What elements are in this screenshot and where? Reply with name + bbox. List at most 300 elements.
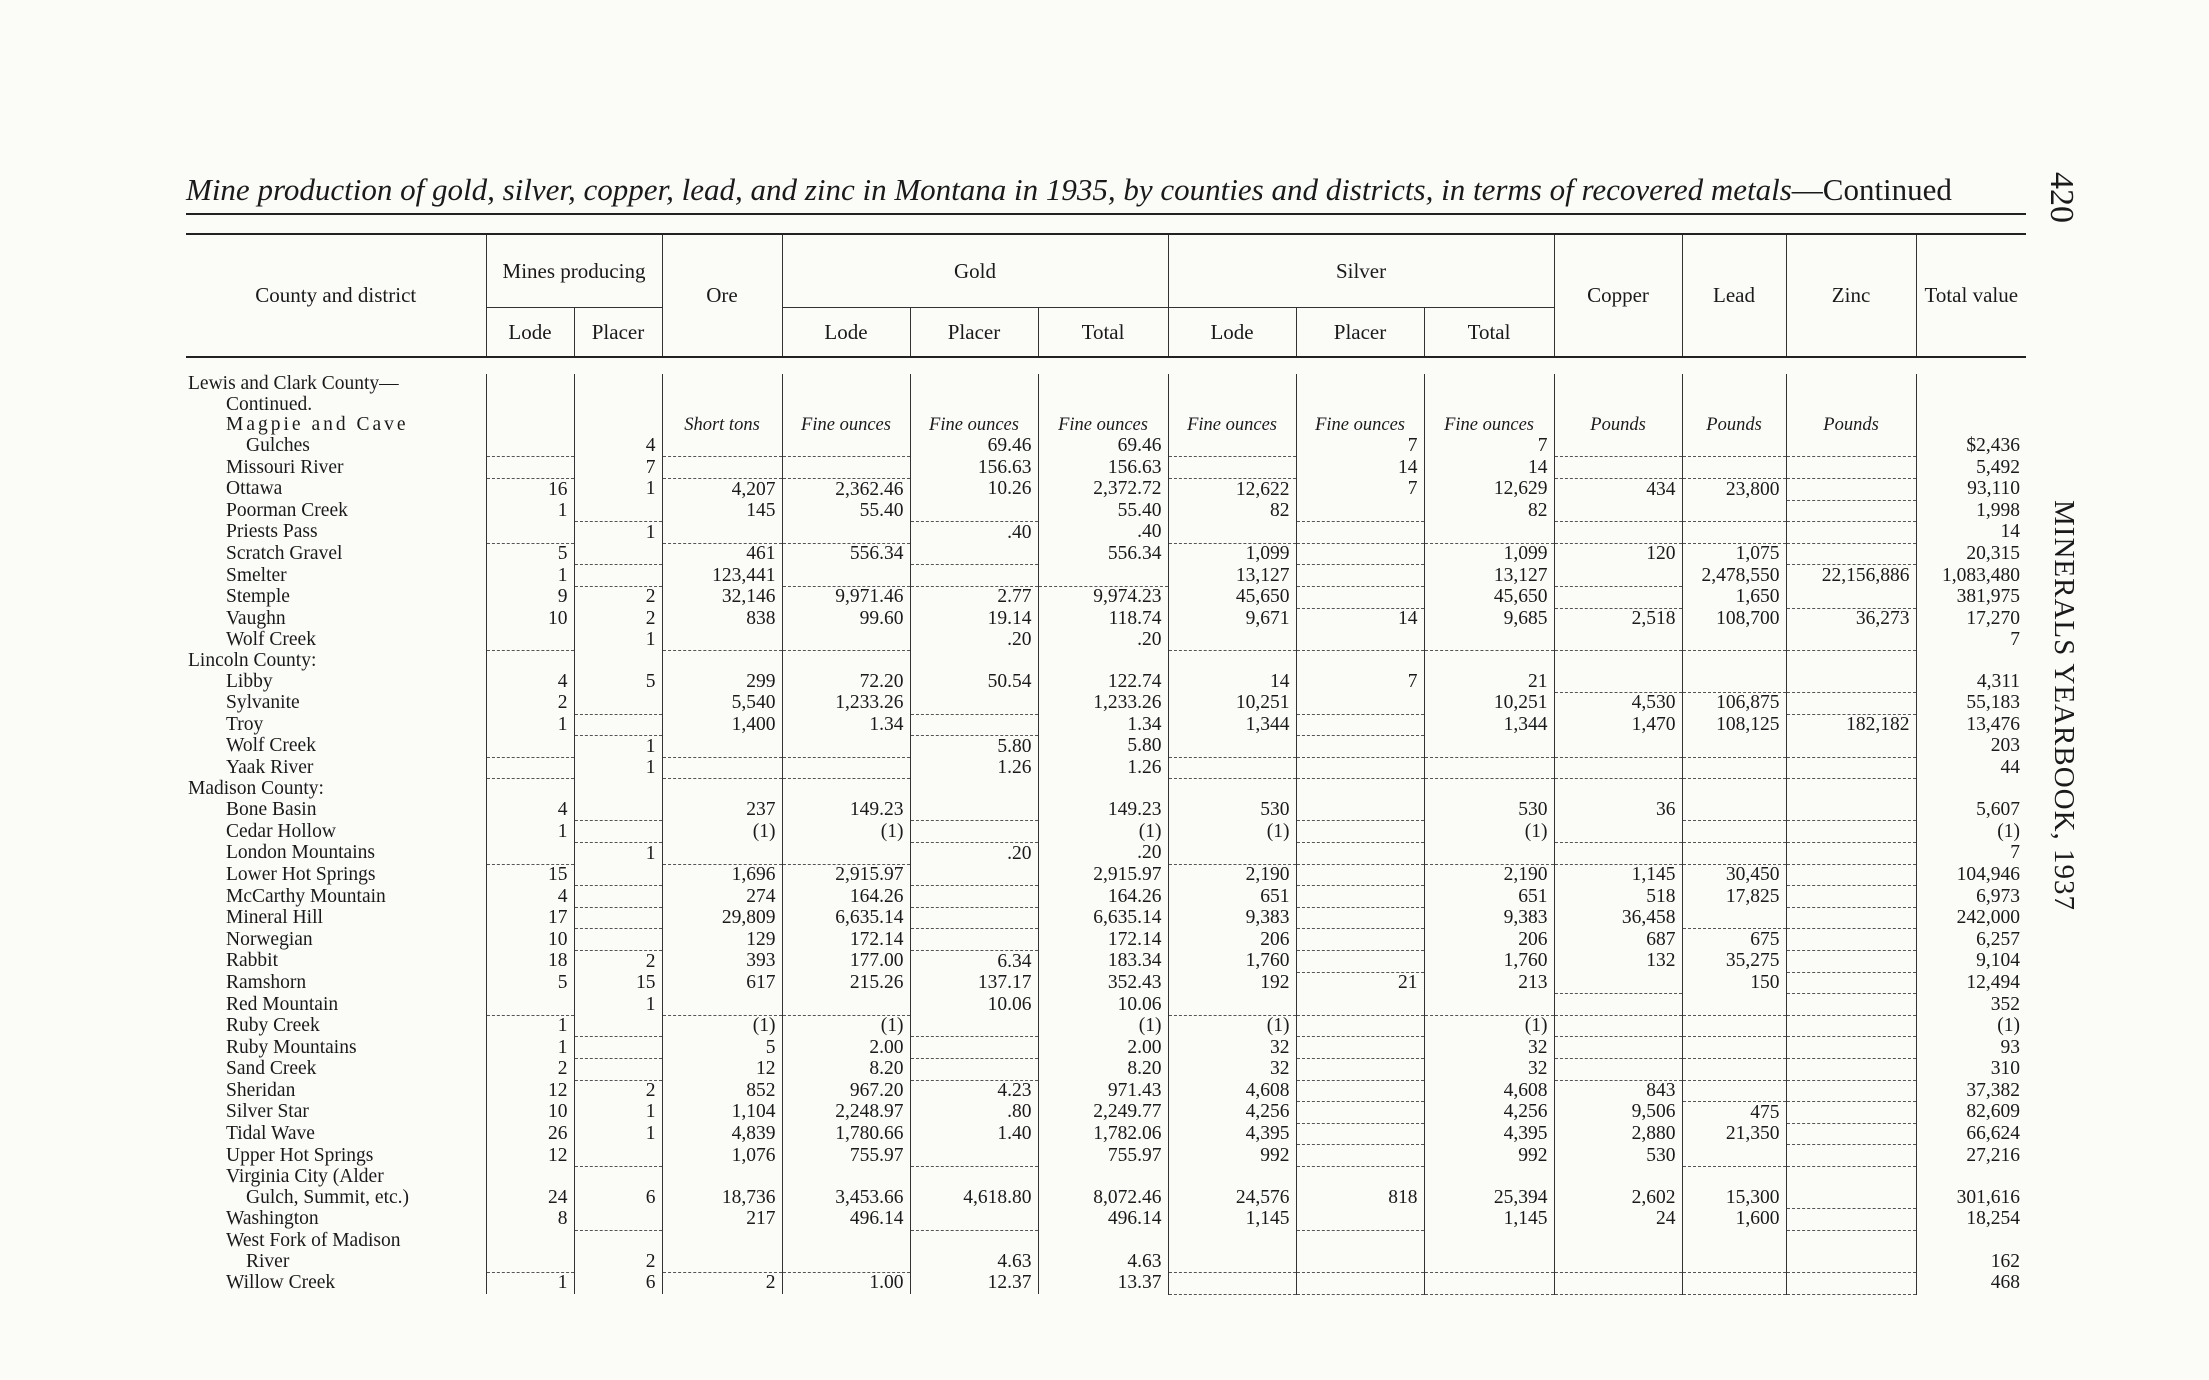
cell-gold-placer: 1.40 — [910, 1123, 1038, 1145]
cell-copper — [1554, 586, 1682, 608]
cell-copper — [1554, 671, 1682, 692]
cell-gold-lode: 2,362.46 — [782, 478, 910, 500]
cell-silver-lode: 9,383 — [1168, 907, 1296, 929]
district-row — [186, 608, 2026, 629]
cell-mines-lode: 4 — [486, 671, 574, 692]
district-name: Willow Creek — [226, 1272, 336, 1294]
cell-gold-total: 496.14 — [1038, 1209, 1168, 1231]
cell-gold-total: 69.46 — [1038, 436, 1168, 457]
cell-silver-lode — [1168, 757, 1296, 779]
header-lead: Lead — [1682, 234, 1786, 357]
cell-copper — [1554, 736, 1682, 758]
cell-gold-placer: 2.77 — [910, 586, 1038, 608]
cell-gold-lode: Fine ounces — [782, 415, 910, 436]
cell-ore: 32,146 — [662, 586, 782, 608]
cell-gold-total: 4.63 — [1038, 1251, 1168, 1272]
cell-gold-lode: 755.97 — [782, 1145, 910, 1167]
cell-gold-lode: (1) — [782, 821, 910, 843]
cell-copper — [1554, 1251, 1682, 1272]
header-silver-placer: Placer — [1296, 308, 1424, 358]
cell-zinc — [1786, 671, 1916, 692]
cell-total-value: 4,311 — [1916, 671, 2026, 692]
cell-gold-total: 172.14 — [1038, 929, 1168, 951]
cell-ore: 1,104 — [662, 1102, 782, 1124]
cell-mines-placer — [574, 1230, 662, 1251]
cell-gold-placer: 10.06 — [910, 994, 1038, 1016]
cell-silver-total: (1) — [1424, 821, 1554, 843]
district-name: Cedar Hollow — [226, 820, 336, 842]
district-name: Magpie and Cave — [226, 415, 409, 436]
cell-zinc — [1786, 543, 1916, 565]
cell-lead — [1682, 757, 1786, 779]
cell-silver-placer — [1296, 907, 1424, 929]
cell-mines-lode — [486, 522, 574, 544]
production-table — [186, 233, 2026, 1295]
cell-lead — [1682, 1015, 1786, 1037]
cell-silver-placer — [1296, 1059, 1424, 1081]
district-row — [186, 1102, 2026, 1124]
cell-silver-placer — [1296, 843, 1424, 865]
cell-ore: 461 — [662, 543, 782, 565]
cell-zinc — [1786, 1209, 1916, 1231]
cell-lead — [1682, 779, 1786, 800]
cell-gold-lode — [782, 522, 910, 544]
district-name: Gulch, Summit, etc.) — [246, 1187, 410, 1209]
cell-lead — [1682, 736, 1786, 758]
district-row — [186, 864, 2026, 886]
cell-silver-placer — [1296, 650, 1424, 671]
cell-lead — [1682, 500, 1786, 522]
cell-silver-lode — [1168, 736, 1296, 758]
cell-ore — [662, 1251, 782, 1272]
cell-total-value: 9,104 — [1916, 951, 2026, 973]
cell-copper: 9,506 — [1554, 1102, 1682, 1124]
district-row — [186, 1145, 2026, 1167]
district-row — [186, 457, 2026, 479]
cell-ore: Short tons — [662, 415, 782, 436]
cell-gold-placer: 156.63 — [910, 457, 1038, 479]
cell-gold-lode: 164.26 — [782, 886, 910, 908]
cell-silver-total: 32 — [1424, 1059, 1554, 1081]
cell-gold-lode: 1.00 — [782, 1272, 910, 1294]
cell-ore: 12 — [662, 1059, 782, 1081]
cell-silver-placer — [1296, 1251, 1424, 1272]
cell-ore: 123,441 — [662, 565, 782, 587]
cell-ore — [662, 1166, 782, 1187]
header-gold-lode: Lode — [782, 308, 910, 358]
district-name: Sylvanite — [226, 692, 300, 714]
cell-lead — [1682, 522, 1786, 544]
cell-lead — [1682, 1145, 1786, 1167]
district-name: Ruby Creek — [226, 1015, 320, 1037]
cell-gold-total — [1038, 779, 1168, 800]
cell-zinc — [1786, 929, 1916, 951]
cell-gold-total: 1.34 — [1038, 714, 1168, 736]
cell-silver-placer — [1296, 1123, 1424, 1145]
cell-silver-total — [1424, 374, 1554, 395]
cell-silver-lode — [1168, 436, 1296, 457]
cell-zinc: 36,273 — [1786, 608, 1916, 629]
cell-mines-lode: 1 — [486, 1272, 574, 1294]
cell-silver-placer — [1296, 886, 1424, 908]
cell-silver-total: 25,394 — [1424, 1188, 1554, 1209]
cell-gold-total: 556.34 — [1038, 543, 1168, 565]
cell-silver-total — [1424, 994, 1554, 1016]
header-copper: Copper — [1554, 234, 1682, 357]
cell-zinc — [1786, 736, 1916, 758]
cell-mines-lode — [486, 650, 574, 671]
cell-silver-placer — [1296, 1230, 1424, 1251]
cell-gold-lode: 215.26 — [782, 972, 910, 994]
cell-copper: 2,518 — [1554, 608, 1682, 629]
cell-gold-total: 13.37 — [1038, 1272, 1168, 1294]
cell-gold-total: .20 — [1038, 843, 1168, 865]
cell-ore: 1,400 — [662, 714, 782, 736]
cell-gold-lode: 149.23 — [782, 800, 910, 821]
cell-ore — [662, 374, 782, 395]
cell-gold-placer — [910, 1059, 1038, 1081]
district-row — [186, 886, 2026, 908]
cell-lead: 23,800 — [1682, 478, 1786, 500]
cell-silver-total: Fine ounces — [1424, 415, 1554, 436]
cell-lead — [1682, 671, 1786, 692]
cell-copper: 1,470 — [1554, 714, 1682, 736]
cell-mines-lode: 5 — [486, 543, 574, 565]
cell-total-value: 242,000 — [1916, 907, 2026, 929]
cell-gold-placer: 10.26 — [910, 478, 1038, 500]
cell-silver-placer — [1296, 1272, 1424, 1294]
cell-copper — [1554, 972, 1682, 994]
cell-total-value — [1916, 779, 2026, 800]
cell-ore: 852 — [662, 1080, 782, 1102]
cell-gold-placer — [910, 714, 1038, 736]
cell-silver-lode: 4,608 — [1168, 1080, 1296, 1102]
cell-gold-total: 1,233.26 — [1038, 692, 1168, 714]
cell-gold-lode — [782, 629, 910, 650]
cell-lead: 108,125 — [1682, 714, 1786, 736]
cell-mines-lode: 1 — [486, 714, 574, 736]
cell-gold-placer — [910, 800, 1038, 821]
cell-silver-total: 651 — [1424, 886, 1554, 908]
cell-mines-placer — [574, 395, 662, 416]
district-row — [186, 929, 2026, 951]
district-row — [186, 972, 2026, 994]
cell-ore — [662, 650, 782, 671]
cell-gold-placer — [910, 543, 1038, 565]
cell-silver-total: 1,344 — [1424, 714, 1554, 736]
cell-mines-placer: 2 — [574, 608, 662, 629]
cell-gold-lode: 2,915.97 — [782, 864, 910, 886]
cell-ore: 4,207 — [662, 478, 782, 500]
cell-mines-lode: 4 — [486, 886, 574, 908]
cell-silver-lode: (1) — [1168, 1015, 1296, 1037]
cell-silver-total: 4,608 — [1424, 1080, 1554, 1102]
title-rule — [186, 213, 2026, 215]
cell-mines-lode — [486, 457, 574, 479]
cell-silver-lode: 4,256 — [1168, 1102, 1296, 1124]
cell-ore: 1,696 — [662, 864, 782, 886]
cell-mines-placer — [574, 500, 662, 522]
cell-copper: 132 — [1554, 951, 1682, 973]
cell-copper — [1554, 500, 1682, 522]
cell-total-value: 82,609 — [1916, 1102, 2026, 1124]
cell-silver-placer — [1296, 543, 1424, 565]
cell-silver-placer: 21 — [1296, 972, 1424, 994]
cell-silver-placer — [1296, 1037, 1424, 1059]
cell-mines-lode: 12 — [486, 1080, 574, 1102]
cell-gold-placer: 4,618.80 — [910, 1188, 1038, 1209]
cell-silver-total: 4,395 — [1424, 1123, 1554, 1145]
cell-total-value: 1,998 — [1916, 500, 2026, 522]
cell-mines-placer — [574, 1037, 662, 1059]
cell-gold-placer — [910, 886, 1038, 908]
cell-gold-total: 2,372.72 — [1038, 478, 1168, 500]
cell-gold-placer: .40 — [910, 522, 1038, 544]
cell-copper: 120 — [1554, 543, 1682, 565]
cell-ore: 838 — [662, 608, 782, 629]
cell-gold-lode — [782, 757, 910, 779]
cell-mines-lode: 1 — [486, 565, 574, 587]
cell-mines-lode: 17 — [486, 907, 574, 929]
cell-total-value — [1916, 1230, 2026, 1251]
cell-silver-lode — [1168, 522, 1296, 544]
cell-gold-lode: 496.14 — [782, 1209, 910, 1231]
district-name: Yaak River — [226, 757, 314, 778]
cell-silver-placer — [1296, 586, 1424, 608]
cell-lead: 1,600 — [1682, 1209, 1786, 1231]
cell-silver-lode — [1168, 457, 1296, 479]
cell-gold-total: 971.43 — [1038, 1080, 1168, 1102]
cell-copper — [1554, 779, 1682, 800]
cell-silver-placer — [1296, 1080, 1424, 1102]
cell-ore: 617 — [662, 972, 782, 994]
cell-lead: 35,275 — [1682, 951, 1786, 973]
cell-gold-placer: 12.37 — [910, 1272, 1038, 1294]
cell-gold-total: (1) — [1038, 1015, 1168, 1037]
cell-silver-placer — [1296, 757, 1424, 779]
cell-total-value — [1916, 650, 2026, 671]
cell-lead — [1682, 1059, 1786, 1081]
cell-total-value: 12,494 — [1916, 972, 2026, 994]
header-total-value: Total value — [1916, 234, 2026, 357]
cell-gold-placer: Fine ounces — [910, 415, 1038, 436]
district-name: Red Mountain — [226, 993, 339, 1015]
cell-lead — [1682, 395, 1786, 416]
cell-lead: 475 — [1682, 1102, 1786, 1124]
cell-gold-placer — [910, 907, 1038, 929]
cell-silver-placer — [1296, 779, 1424, 800]
cell-ore — [662, 757, 782, 779]
cell-ore: 129 — [662, 929, 782, 951]
cell-silver-placer — [1296, 1145, 1424, 1167]
cell-total-value — [1916, 374, 2026, 395]
header-county: County and district — [255, 283, 417, 307]
cell-zinc — [1786, 374, 1916, 395]
district-name: Silver Star — [226, 1101, 309, 1123]
district-name: Norwegian — [226, 928, 313, 950]
cell-gold-placer — [910, 500, 1038, 522]
cell-gold-total: 156.63 — [1038, 457, 1168, 479]
cell-copper — [1554, 650, 1682, 671]
cell-copper — [1554, 821, 1682, 843]
cell-copper — [1554, 994, 1682, 1016]
cell-zinc — [1786, 586, 1916, 608]
cell-ore — [662, 457, 782, 479]
cell-silver-total — [1424, 522, 1554, 544]
cell-gold-total: 122.74 — [1038, 671, 1168, 692]
table-title-text: Mine production of gold, silver, copper, lead, and zinc in Montana in 1935, by counties and districts, in terms of recovered metals — [186, 172, 1792, 207]
district-row — [186, 714, 2026, 736]
cell-gold-total — [1038, 1166, 1168, 1187]
cell-gold-total — [1038, 395, 1168, 416]
cell-gold-total: 2,915.97 — [1038, 864, 1168, 886]
header-zinc: Zinc — [1786, 234, 1916, 357]
cell-silver-lode: 4,395 — [1168, 1123, 1296, 1145]
cell-zinc: 182,182 — [1786, 714, 1916, 736]
cell-gold-placer — [910, 650, 1038, 671]
district-name: Ramshorn — [226, 972, 307, 993]
district-name: McCarthy Mountain — [226, 885, 386, 907]
cell-gold-total: 8,072.46 — [1038, 1188, 1168, 1209]
cell-lead — [1682, 374, 1786, 395]
cell-silver-total — [1424, 736, 1554, 758]
district-name: Sheridan — [226, 1080, 296, 1101]
cell-zinc — [1786, 907, 1916, 929]
cell-silver-placer: 7 — [1296, 671, 1424, 692]
cell-lead: 30,450 — [1682, 864, 1786, 886]
cell-lead — [1682, 1080, 1786, 1102]
cell-lead — [1682, 1230, 1786, 1251]
cell-ore: 5,540 — [662, 692, 782, 714]
cell-total-value: 162 — [1916, 1251, 2026, 1272]
cell-mines-placer: 1 — [574, 757, 662, 779]
cell-silver-lode: 10,251 — [1168, 692, 1296, 714]
cell-silver-lode: 24,576 — [1168, 1188, 1296, 1209]
cell-silver-total — [1424, 1272, 1554, 1294]
district-row — [186, 800, 2026, 821]
cell-mines-placer — [574, 907, 662, 929]
cell-gold-total: 183.34 — [1038, 951, 1168, 973]
cell-silver-total: 45,650 — [1424, 586, 1554, 608]
district-name: Madison County: — [188, 778, 324, 800]
cell-ore: 393 — [662, 951, 782, 973]
cell-silver-lode — [1168, 629, 1296, 650]
cell-silver-lode: 206 — [1168, 929, 1296, 951]
cell-mines-placer — [574, 800, 662, 821]
cell-copper: Pounds — [1554, 415, 1682, 436]
cell-gold-total: 2,249.77 — [1038, 1102, 1168, 1124]
district-row — [186, 629, 2026, 650]
cell-copper: 24 — [1554, 1209, 1682, 1231]
cell-silver-total: (1) — [1424, 1015, 1554, 1037]
cell-gold-placer — [910, 395, 1038, 416]
cell-ore — [662, 395, 782, 416]
cell-total-value: 6,257 — [1916, 929, 2026, 951]
cell-lead — [1682, 907, 1786, 929]
cell-mines-placer — [574, 565, 662, 587]
cell-gold-total: 10.06 — [1038, 994, 1168, 1016]
cell-copper: 4,530 — [1554, 692, 1682, 714]
cell-gold-total: 2.00 — [1038, 1037, 1168, 1059]
cell-gold-lode: 9,971.46 — [782, 586, 910, 608]
cell-silver-placer — [1296, 736, 1424, 758]
cell-copper: 518 — [1554, 886, 1682, 908]
cell-lead — [1682, 1166, 1786, 1187]
cell-mines-lode — [486, 1166, 574, 1187]
cell-mines-lode — [486, 779, 574, 800]
cell-mines-lode: 26 — [486, 1123, 574, 1145]
cell-total-value: 6,973 — [1916, 886, 2026, 908]
cell-mines-placer: 1 — [574, 736, 662, 758]
cell-silver-placer — [1296, 565, 1424, 587]
cell-gold-lode — [782, 843, 910, 865]
cell-silver-placer — [1296, 951, 1424, 973]
cell-mines-lode — [486, 374, 574, 395]
cell-mines-placer — [574, 779, 662, 800]
cell-gold-lode — [782, 1230, 910, 1251]
header-silver: Silver — [1168, 234, 1554, 308]
cell-gold-lode — [782, 1166, 910, 1187]
cell-mines-lode: 1 — [486, 1037, 574, 1059]
cell-gold-placer: 1.26 — [910, 757, 1038, 779]
cell-lead — [1682, 1272, 1786, 1294]
cell-lead: 17,825 — [1682, 886, 1786, 908]
cell-silver-placer: Fine ounces — [1296, 415, 1424, 436]
district-row — [186, 1037, 2026, 1059]
cell-zinc — [1786, 1251, 1916, 1272]
district-row — [186, 543, 2026, 565]
cell-gold-lode: 99.60 — [782, 608, 910, 629]
cell-gold-placer — [910, 565, 1038, 587]
cell-gold-total: 352.43 — [1038, 972, 1168, 994]
cell-silver-total: 9,383 — [1424, 907, 1554, 929]
cell-copper: 36 — [1554, 800, 1682, 821]
cell-silver-lode: 530 — [1168, 800, 1296, 821]
cell-mines-placer — [574, 886, 662, 908]
cell-gold-lode — [782, 374, 910, 395]
cell-silver-lode — [1168, 779, 1296, 800]
cell-silver-lode — [1168, 395, 1296, 416]
district-name: Virginia City (Alder — [226, 1166, 384, 1188]
cell-zinc — [1786, 779, 1916, 800]
header-mines-placer: Placer — [574, 308, 662, 358]
district-row — [186, 478, 2026, 500]
county-row — [186, 779, 2026, 800]
cell-gold-total: Fine ounces — [1038, 415, 1168, 436]
cell-zinc — [1786, 1166, 1916, 1187]
table-body — [186, 357, 2026, 1294]
cell-gold-placer: .80 — [910, 1102, 1038, 1124]
cell-copper — [1554, 1166, 1682, 1187]
district-row — [186, 671, 2026, 692]
district-name: Continued. — [226, 394, 313, 415]
district-row — [186, 1188, 2026, 1209]
cell-gold-placer: 137.17 — [910, 972, 1038, 994]
cell-gold-lode — [782, 395, 910, 416]
district-name: Lewis and Clark County— — [188, 374, 399, 395]
cell-gold-total: .40 — [1038, 522, 1168, 544]
cell-total-value: 93,110 — [1916, 478, 2026, 500]
cell-gold-lode: 172.14 — [782, 929, 910, 951]
cell-ore — [662, 843, 782, 865]
cell-silver-total: 32 — [1424, 1037, 1554, 1059]
cell-mines-lode — [486, 395, 574, 416]
cell-copper — [1554, 1037, 1682, 1059]
cell-mines-lode — [486, 843, 574, 865]
cell-total-value: 44 — [1916, 757, 2026, 779]
cell-copper — [1554, 843, 1682, 865]
cell-gold-placer: 4.23 — [910, 1080, 1038, 1102]
